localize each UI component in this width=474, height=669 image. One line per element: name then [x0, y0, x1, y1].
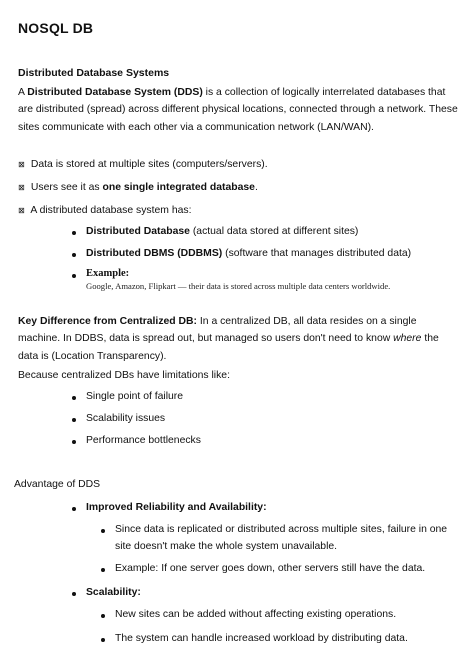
point-bold: one single integrated database: [102, 182, 255, 193]
key-difference-text-end: the data is (Location Transparency).: [18, 333, 439, 362]
intro-paragraph: [18, 84, 458, 136]
advantage-label: Scalability:: [86, 587, 141, 598]
key-difference-italic: where: [393, 333, 422, 345]
limitation-item: Performance bottlenecks: [86, 435, 201, 446]
box-x-icon: ⊠: [18, 183, 25, 192]
bullet-icon: [72, 507, 76, 511]
point-text: A distributed database system has:: [30, 205, 192, 216]
intro-term: Distributed Database System (DDS): [27, 87, 203, 98]
limitation-item: Single point of failure: [86, 391, 184, 402]
example-label: Example:: [86, 268, 130, 279]
point-3: [18, 202, 191, 219]
bullet-icon: [72, 231, 76, 235]
advantage-label: Improved Reliability and Availability:: [86, 502, 267, 513]
advantage-sub: Since data is replicated or distributed across multiple sites, failure in one site doesn't make the whole system unavailable.: [115, 524, 448, 552]
page-title: NOSQL DB: [18, 20, 94, 36]
limitations-intro: Because centralized DBs have limitations like:: [18, 370, 230, 381]
bullet-icon: [72, 396, 76, 400]
bullet-icon: [72, 253, 76, 257]
advantage-heading: Advantage of DDS: [14, 479, 101, 490]
key-difference-label: Key Difference from Centralized DB:: [18, 316, 197, 327]
bullet-icon: [72, 592, 76, 596]
bullet-icon: [72, 440, 76, 444]
box-x-icon: ⊠: [18, 160, 25, 169]
has-item-rest: (software that manages distributed data): [222, 248, 412, 259]
section-heading: Distributed Database Systems: [18, 67, 170, 79]
bullet-icon: [101, 638, 105, 642]
box-x-icon: ⊠: [18, 206, 25, 215]
bullet-icon: [72, 274, 76, 278]
example-text: Google, Amazon, Flipkart — their data is stored across multiple data centers worldwide.: [86, 281, 391, 291]
has-item-bold: Distributed DBMS (DDBMS): [86, 248, 223, 259]
intro-prefix: A: [18, 87, 28, 98]
advantage-sub: Example: If one server goes down, other servers still have the data.: [115, 563, 426, 574]
limitation-item: Scalability issues: [86, 413, 166, 424]
advantage-sub: New sites can be added without affecting existing operations.: [115, 609, 397, 620]
has-item-bold: Distributed Database: [86, 226, 190, 237]
point-2: [18, 179, 258, 196]
bullet-icon: [72, 418, 76, 422]
bullet-icon: [101, 614, 105, 618]
key-difference-text: In a centralized DB, all data resides on a single machine. In DDBS, data is spread out, but managed so users don't need to know: [18, 316, 417, 345]
has-item-2: [86, 247, 411, 261]
point-suffix: .: [254, 182, 258, 193]
advantage-sub: The system can handle increased workload by distributing data.: [115, 633, 408, 644]
point-text: Data is stored at multiple sites (computers/servers).: [30, 159, 268, 170]
intro-rest: is a collection of logically interrelated databases that are distributed (spread) across different physical locations, connected through a network. These sites communicate with each other via a communication network (LAN/WAN).: [18, 87, 458, 133]
bullet-icon: [101, 529, 105, 533]
has-item-1: [86, 225, 358, 239]
point-text: Users see it as: [30, 182, 103, 193]
bullet-icon: [101, 568, 105, 572]
point-1: [18, 156, 268, 173]
key-difference-paragraph: [18, 313, 458, 365]
has-item-rest: (actual data stored at different sites): [189, 226, 359, 237]
